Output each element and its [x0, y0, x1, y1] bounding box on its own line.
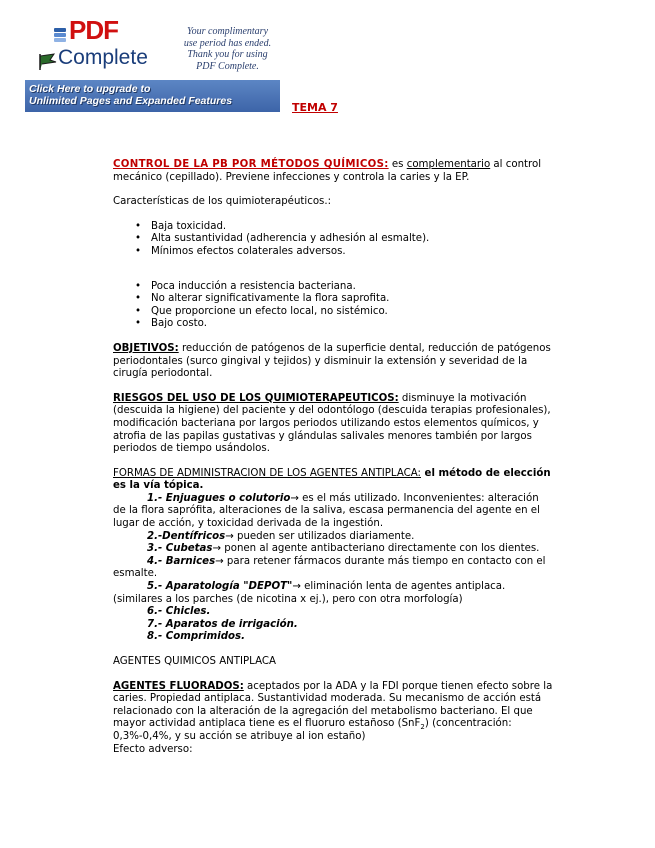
- riesgos-heading: RIESGOS DEL USO DE LOS QUIMIOTERAPEUTICOS:: [113, 392, 399, 404]
- objetivos-text: reducción de patógenos de la superficie dental, reducción de patógenos periodontales (surco gingival y tejidos) y disminuir la extensión y severidad de la cirugía periodontal.: [113, 342, 551, 380]
- control-text: es: [388, 159, 407, 170]
- upgrade-line[interactable]: Click Here to upgrade to: [29, 83, 151, 95]
- formas-item-text: → para retener fármacos durante más tiempo en contacto con el esmalte.: [113, 555, 546, 580]
- riesgos-text: disminuye la motivación (descuida la higiene) del paciente y del odontólogo (descuida terapias profesionales), modificación bacteriana por largos periodos utilizando estos elementos químicos, y atrofia de las papilas gustativas y glándulas salivales menores también por largos periodos de tiempo usándolos.: [113, 392, 551, 455]
- page-title: TEMA 7: [292, 101, 338, 114]
- fluorados-subscript: 2: [420, 723, 425, 732]
- formas-item: [113, 606, 553, 619]
- banner-top: [25, 15, 280, 80]
- complementario-text: complementario: [406, 159, 491, 170]
- formas-item: [113, 531, 553, 544]
- characteristics-list-1: [113, 221, 553, 259]
- formas-item: [113, 581, 553, 606]
- list-item: • Baja toxicidad.: [151, 221, 553, 234]
- pdf-complete-logo: [25, 15, 148, 80]
- agentes-quimicos-heading: AGENTES QUIMICOS ANTIPLACA: [113, 656, 276, 667]
- formas-item: [113, 556, 553, 581]
- formas-item-text: → eliminación lenta de agentes antiplaca. (similares a los parches (de nicotina x ej.), pero con otra morfología): [113, 581, 506, 605]
- fluorados-heading: AGENTES FLUORADOS:: [113, 680, 244, 692]
- upgrade-text[interactable]: [29, 83, 232, 107]
- complete-wordmark: Complete: [58, 46, 148, 69]
- formas-item-label: 1.- Enjuagues o colutorio: [147, 492, 291, 504]
- promo-line: use period has ended.: [183, 37, 272, 49]
- promo-line: Your complimentary: [186, 26, 269, 37]
- pdf-wordmark: PDF: [69, 15, 118, 45]
- formas-heading: FORMAS DE ADMINISTRACION DE LOS AGENTES ANTIPLACA:: [113, 467, 421, 479]
- control-heading: CONTROL DE LA PB POR MÉTODOS QUÍMICOS:: [113, 159, 389, 170]
- riesgos-paragraph: [113, 393, 553, 456]
- formas-bold-text: el método de elección es la vía tópica.: [113, 467, 551, 492]
- formas-item-label: 5.- Aparatología "DEPOT": [147, 581, 293, 593]
- list-item: • No alterar significativamente la flora saprofita.: [151, 293, 553, 306]
- efecto-adverso-label: Efecto adverso:: [113, 743, 193, 755]
- formas-item-label: 3.- Cubetas: [147, 543, 213, 555]
- pdf-complete-banner[interactable]: [25, 15, 280, 112]
- list-item: • Bajo costo.: [151, 318, 553, 331]
- promo-line: PDF Complete.: [196, 60, 259, 72]
- list-item: • Poca inducción a resistencia bacteriana.: [151, 281, 553, 294]
- formas-item-text: → pueden ser utilizados diariamente.: [225, 530, 415, 542]
- objetivos-heading: OBJETIVOS:: [113, 342, 179, 354]
- control-text-rest: al control mecánico (cepillado). Previene infecciones y controla la caries y la EP.: [113, 159, 542, 183]
- formas-item-label: 6.- Chicles.: [147, 606, 211, 618]
- formas-item-label: 7.- Aparatos de irrigación.: [147, 618, 298, 630]
- formas-item: [113, 543, 553, 556]
- fluorados-text: aceptados por la ADA y la FDI porque tienen efecto sobre la caries. Propiedad antiplaca. Sustantividad moderada. Su mecanismo de acción está relacionado con la alteración de la agregación del metabolismo bacteriano. El que mayor actividad antiplaca tiene es el fluoruro estañoso (SnF: [113, 680, 553, 730]
- flag-icon: [38, 52, 60, 72]
- formas-item-text: → es el más utilizado. Inconvenientes: alteración de la flora saprófita, alteraciones de la saliva, escasa permanencia del agente en el lugar de acción, y toxicidad derivada de la ingestión.: [113, 492, 540, 530]
- formas-item-label: 4.- Barnices: [147, 555, 216, 567]
- list-item: • Alta sustantividad (adherencia y adhesión al esmalte).: [151, 233, 553, 246]
- fluorados-text-rest: ) (concentración: 0,3%-0,4%, y su acción se atribuye al ion estaño): [113, 718, 512, 742]
- objetivos-paragraph: [113, 343, 553, 381]
- promo-line: Thank you for using: [187, 49, 268, 60]
- formas-item-label: 8.- Comprimidos.: [147, 631, 245, 643]
- formas-item: [113, 631, 553, 644]
- list-item: • Mínimos efectos colaterales adversos.: [151, 246, 553, 259]
- control-paragraph: [113, 159, 553, 184]
- caracteristicas-label: Características de los quimioterapéuticos.:: [113, 196, 332, 208]
- promo-text: [175, 26, 280, 72]
- formas-paragraph: [113, 468, 553, 493]
- fluorados-paragraph: [113, 681, 553, 744]
- document-body: [113, 159, 553, 756]
- formas-item-label: 2.-Dentífricos: [147, 530, 226, 542]
- characteristics-list-2: [113, 281, 553, 331]
- upgrade-link[interactable]: [25, 80, 280, 112]
- list-item: • Que proporcione un efecto local, no sistémico.: [151, 306, 553, 319]
- formas-item-text: → ponen al agente antibacteriano directamente con los dientes.: [212, 543, 540, 555]
- upgrade-line[interactable]: Unlimited Pages and Expanded Features: [29, 95, 233, 107]
- formas-item: [113, 493, 553, 531]
- formas-item: [113, 619, 553, 632]
- stack-icon: [54, 28, 68, 42]
